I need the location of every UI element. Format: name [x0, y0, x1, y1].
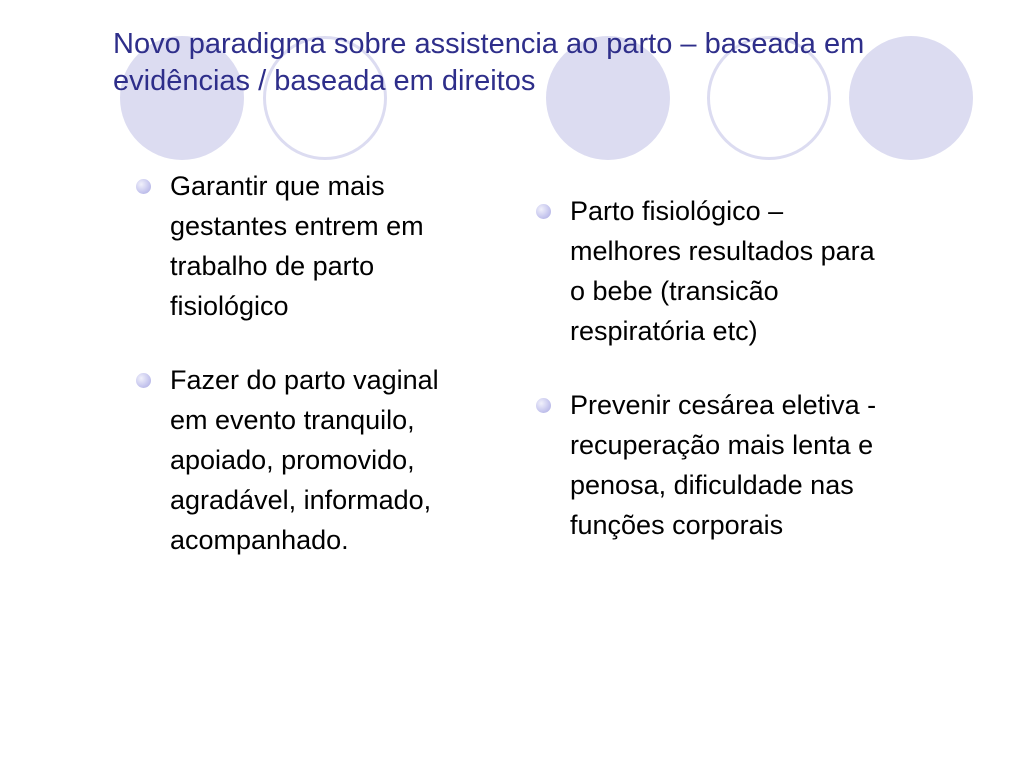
bullet-text-line: gestantes entrem em — [170, 211, 424, 241]
bullet-circle-icon — [136, 373, 151, 388]
bullet-text — [570, 191, 973, 351]
bullet-text-line: melhores resultados para — [570, 236, 875, 266]
slide-title-line: evidências / baseada em direitos — [113, 65, 536, 97]
bullet-text-line: acompanhado. — [170, 525, 349, 555]
bullet-item — [533, 191, 973, 351]
bullet-text — [570, 385, 973, 545]
bullet-text-line: Prevenir cesárea eletiva - — [570, 390, 877, 420]
bullet-text-line: Garantir que mais — [170, 171, 385, 201]
bullet-text-line: Parto fisiológico – — [570, 196, 784, 226]
bullet-text-line: penosa, dificuldade nas — [570, 470, 854, 500]
right-bullet-list — [533, 191, 973, 579]
bullet-item — [133, 360, 513, 560]
bullet-item — [533, 385, 973, 545]
bullet-text-line: funções corporais — [570, 510, 784, 540]
bullet-circle-icon — [536, 204, 551, 219]
bullet-circle-icon — [536, 398, 551, 413]
bullet-text — [170, 360, 513, 560]
bullet-text — [170, 166, 513, 326]
slide-title — [113, 26, 1018, 100]
bullet-item — [133, 166, 513, 326]
bullet-text-line: respiratória etc) — [570, 316, 758, 346]
bullet-text-line: Fazer do parto vaginal — [170, 365, 439, 395]
slide-title-line: Novo paradigma sobre assistencia ao parto – baseada em — [113, 28, 865, 60]
bullet-text-line: fisiológico — [170, 291, 289, 321]
bullet-circle-icon — [136, 179, 151, 194]
bullet-text-line: em evento tranquilo, — [170, 405, 415, 435]
left-bullet-list — [133, 166, 513, 594]
bullet-text-line: agradável, informado, — [170, 485, 432, 515]
bullet-text-line: o bebe (transicão — [570, 276, 779, 306]
bullet-text-line: apoiado, promovido, — [170, 445, 415, 475]
bullet-text-line: recuperação mais lenta e — [570, 430, 874, 460]
bullet-text-line: trabalho de parto — [170, 251, 375, 281]
